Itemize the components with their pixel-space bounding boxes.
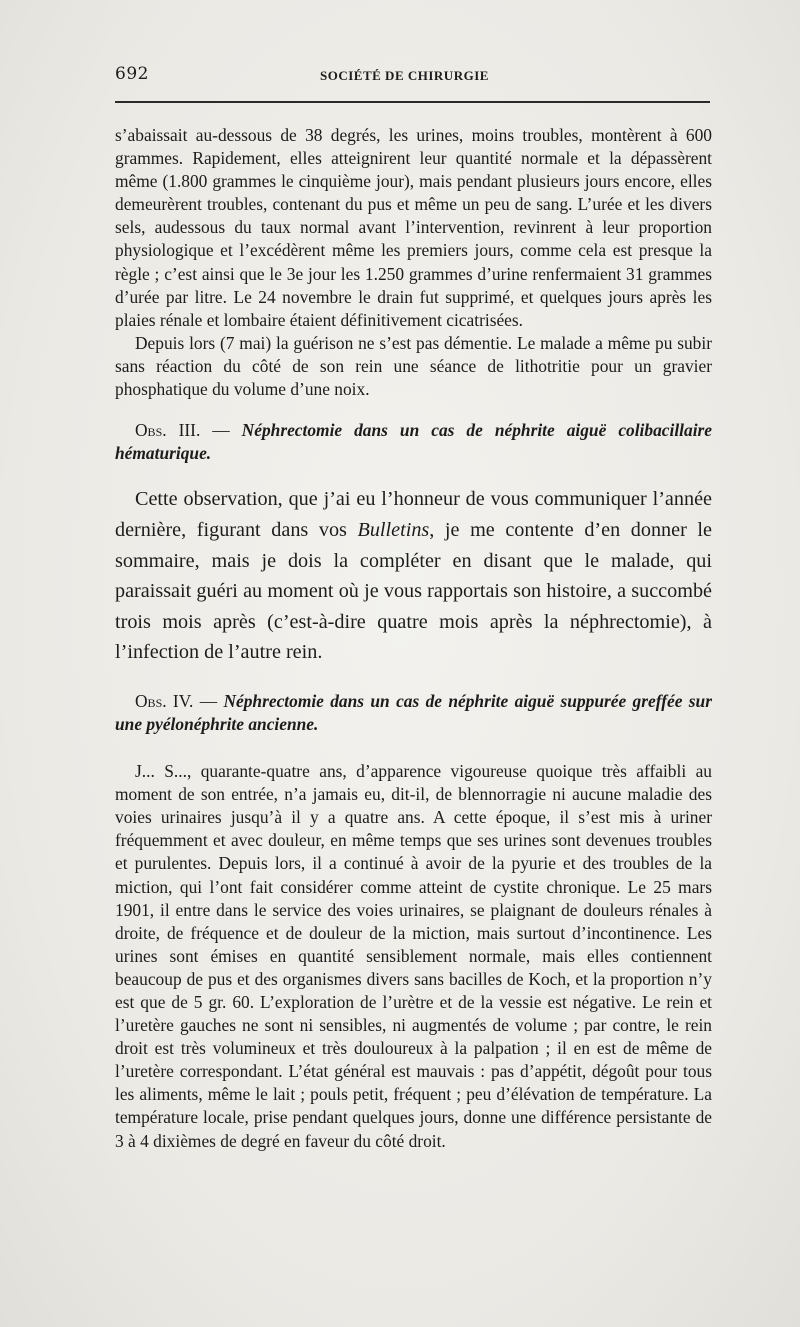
paragraph-observation-3 (115, 484, 712, 668)
header-rule (115, 101, 710, 103)
observation-label-3: Obs. III. (135, 420, 201, 441)
running-title: SOCIÉTÉ DE CHIRURGIE (320, 68, 489, 83)
paragraph-continued: s’abaissait au-dessous de 38 degrés, les urines, moins troubles, montèrent à 600 grammes. Rapidement, elles atteignirent leur quantité normale et la dépassèrent même (1.800 grammes le cinquième jour), mais pendant plusieurs jours encore, elles demeurèrent troubles, contenant du pus et même un peu de sang. L’urée et les divers sels, audessous du taux normal avant l’intervention, revinrent à leur proportion physiologique et l’excédèrent même les premiers jours, comme cela est presque la règle ; c’est ainsi que le 3e jour les 1.250 grammes d’urine renfermaient 31 grammes d’urée par litre. Le 24 novembre le drain fut supprimé, et quelques jours après les plaies rénale et lombaire étaient définitivement cicatrisées. (115, 125, 712, 330)
page-number: 692 (115, 64, 149, 84)
paragraph-observation-4: J... S..., quarante-quatre ans, d’apparence vigoureuse quoique très affaibli au moment de son entrée, n’a jamais eu, dit-il, de blennorragie ni aucune maladie des voies urinaires jusqu’à il y a quatre ans. A cette époque, il s’est mis à uriner fréquemment et avec douleur, en même temps que ses urines sont devenues troubles et purulentes. Depuis lors, il a continué à avoir de la pyurie et des troubles de la miction, qui l’ont fait considérer comme atteint de cystite chronique. Le 25 mars 1901, il entre dans le service des voies urinaires, se plaignant de douleurs rénales à droite, de fréquence et de douleur de la miction, mais surtout d’incontinence. Les urines sont émises en quantité sensiblement normale, mais elles contiennent beaucoup de pus et des organismes divers sans bacilles de Koch, et la proportion n’y est que de 5 gr. 60. L’exploration de l’urètre et de la vessie est négative. Le rein et l’uretère gauches ne sont ni sensibles, ni augmentés de volume ; par contre, le rein droit est très volumineux et très douloureux à la palpation ; il en est de même de l’uretère correspondant. L’état général est mauvais : pas d’appétit, dégoût pour tous les aliments, même le lait ; pouls petit, fréquent ; peu d’élévation de température. La température locale, prise pendant quelques jours, donne une différence persistante de 3 à 4 dixièmes de degré en faveur du côté droit. (115, 761, 712, 1151)
bulletins-italic: Bulletins (357, 518, 430, 541)
body-text (115, 124, 712, 1153)
paragraph-3-text-a: Cette observation, que j’ai eu l’honneur de vous communiquer l’année dernière, figurant dans vos (115, 488, 712, 541)
page-header (115, 62, 710, 92)
observation-dash-4: — (193, 690, 224, 711)
observation-heading-3 (115, 419, 712, 465)
observation-dash-3: — (200, 420, 242, 441)
observation-label-4: Obs. IV. (135, 690, 194, 711)
paragraph-recovery: Depuis lors (7 mai) la guérison ne s’est pas démentie. Le malade a même pu subir sans réaction du côté de son rein une séance de lithotritie pour un gravier phosphatique du volume d’une noix. (115, 332, 712, 400)
observation-title-4: Néphrectomie dans un cas de néphrite aiguë suppurée greffée sur une pyélonéphrite ancienne. (115, 690, 712, 734)
observation-heading-4 (115, 690, 712, 736)
paragraph-3-text-b: , je me contente d’en donner le sommaire, mais je dois la compléter en disant que le malade, qui paraissait guéri au moment où je vous rapportais son histoire, a succombé trois mois après (c’est-à-dire quatre mois après la néphrectomie), à l’infection de l’autre rein. (115, 518, 712, 664)
observation-title-3: Néphrectomie dans un cas de néphrite aiguë colibacillaire hématurique. (115, 420, 713, 464)
